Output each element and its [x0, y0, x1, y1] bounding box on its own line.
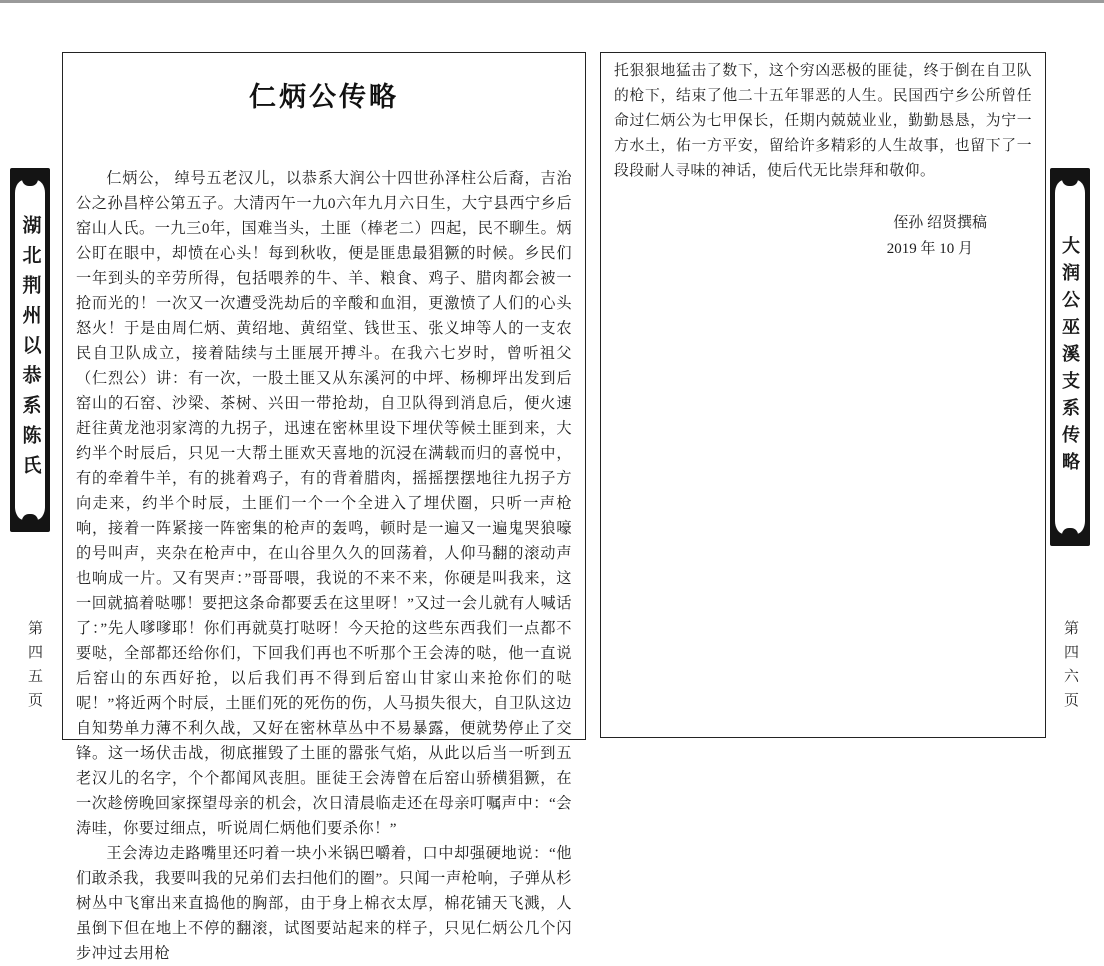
right-sidebar-label: 大润公巫溪支系传略: [1060, 235, 1080, 479]
left-page-body: [63, 166, 585, 966]
scan-edge-artifact: [0, 0, 1104, 3]
right-page: [600, 52, 1046, 738]
page-title: 仁炳公传略: [249, 82, 399, 112]
right-sidebar-plaque: [1050, 168, 1090, 546]
byline-block: [601, 210, 1045, 262]
byline-author: 侄孙 绍贤撰稿: [893, 215, 987, 231]
left-page-paragraph-2: 王会涛边走路嘴里还叼着一块小米锅巴嚼着，口中却强硬地说：“他们敢杀我，我要叫我的兄弟们去扫他们的圈”。只闻一声枪响，子弹从杉树丛中飞窜出来直捣他的胸部，由于身上棉衣太厚，棉花铺天飞溅，人虽倒下但在地上不停的翻滚，试图要站起来的样子，只见仁炳公几个闪步冲过去用枪: [76, 845, 572, 962]
left-sidebar-plaque-panel: [15, 180, 45, 520]
right-page-body: [601, 59, 1045, 184]
left-page-paragraph-1: 仁炳公， 绰号五老汉儿，以恭系大润公十四世孙泽柱公后裔，吉治公之孙昌梓公第五子。大清丙午一九0六年九月六日生，大宁县西宁乡后窑山人氏。一九三0年，国难当头，土匪（棒老二）四起，民不聊生。炳公盯在眼中，却愤在心头！每到秋收，便是匪患最猖獗的时候。乡民们一年到头的辛劳所得，包括喂养的牛、羊、粮食、鸡子、腊肉都会被一抢而光的！一次又一次遭受洗劫后的辛酸和血泪，更激愤了人们的心头怒火！于是由周仁炳、黄绍地、黄绍堂、钱世玉、张义坤等人的一支农民自卫队成立，接着陆续与土匪展开搏斗。在我六七岁时，曾听祖父（仁烈公）讲：有一次，一股土匪又从东溪河的中坪、杨柳坪出发到后窑山的石窑、沙梁、茶树、兴田一带抢劫，自卫队得到消息后，便火速赶往黄龙池羽家湾的九拐子，迅速在密林里设下埋伏等候土匪到来，大约半个时辰后，只见一大帮土匪欢天喜地的沉浸在满载而归的喜悦中，有的牵着牛羊，有的挑着鸡子，有的背着腊肉，摇摇摆摆地往九拐子方向走来，约半个时辰，土匪们一个一个全进入了埋伏圈，只听一声枪响，接着一阵紧接一阵密集的枪声的轰鸣，顿时是一遍又一遍鬼哭狼嚎的号叫声，夹杂在枪声中，在山谷里久久的回荡着，人仰马翻的滚动声也响成一片。又有哭声：”哥哥喂，我说的不来不来，你硬是叫我来，这一回就搞着哒哪！要把这条命都要丢在这里呀！”又过一会儿就有人喊话了：”先人嗲嗲耶！你们再就莫打哒呀！今天抢的这些东西我们一点都不要哒，全部都还给你们，下回我们再也不听那个王会涛的哒，他一直说后窑山的东西好抢，以后我们再不得到后窑山甘家山来抢你们的哒呢！”将近两个时辰，土匪们死的死伤的伤，人马损失很大，自卫队这边自知势单力薄不利久战，又好在密林草丛中不易暴露，便就势停止了交锋。这一场伏击战，彻底摧毁了土匪的嚣张气焰，从此以后当一听到五老汉儿的名字，个个都闻风丧胆。匪徒王会涛曾在后窑山骄横猖獗，在一次趁傍晚回家探望母亲的机会，次日清晨临走还在母亲叮嘱声中：“会涛哇，你要过细点，听说周仁炳他们要杀你！”: [76, 170, 572, 837]
right-page-paragraph: 托狠狠地猛击了数下，这个穷凶恶极的匪徒，终于倒在自卫队的枪下，结束了他二十五年罪恶的人生。民国西宁乡公所曾任命过仁炳公为七甲保长，任期内兢兢业业，勤勤恳恳，为宁一方水土，佑一方平安，留给许多精彩的人生故事，也留下了一段段耐人寻味的神话，使后代无比崇拜和敬仰。: [614, 63, 1032, 179]
byline-date: 2019 年 10 月: [886, 241, 973, 257]
left-page-number: 第四五页: [26, 620, 42, 716]
left-sidebar-label: 湖北荆州以恭系陈氏: [19, 215, 41, 485]
right-page-number: 第四六页: [1062, 620, 1078, 716]
left-page: [62, 52, 586, 962]
right-sidebar-plaque-panel: [1055, 180, 1085, 534]
left-sidebar-plaque: [10, 168, 50, 532]
